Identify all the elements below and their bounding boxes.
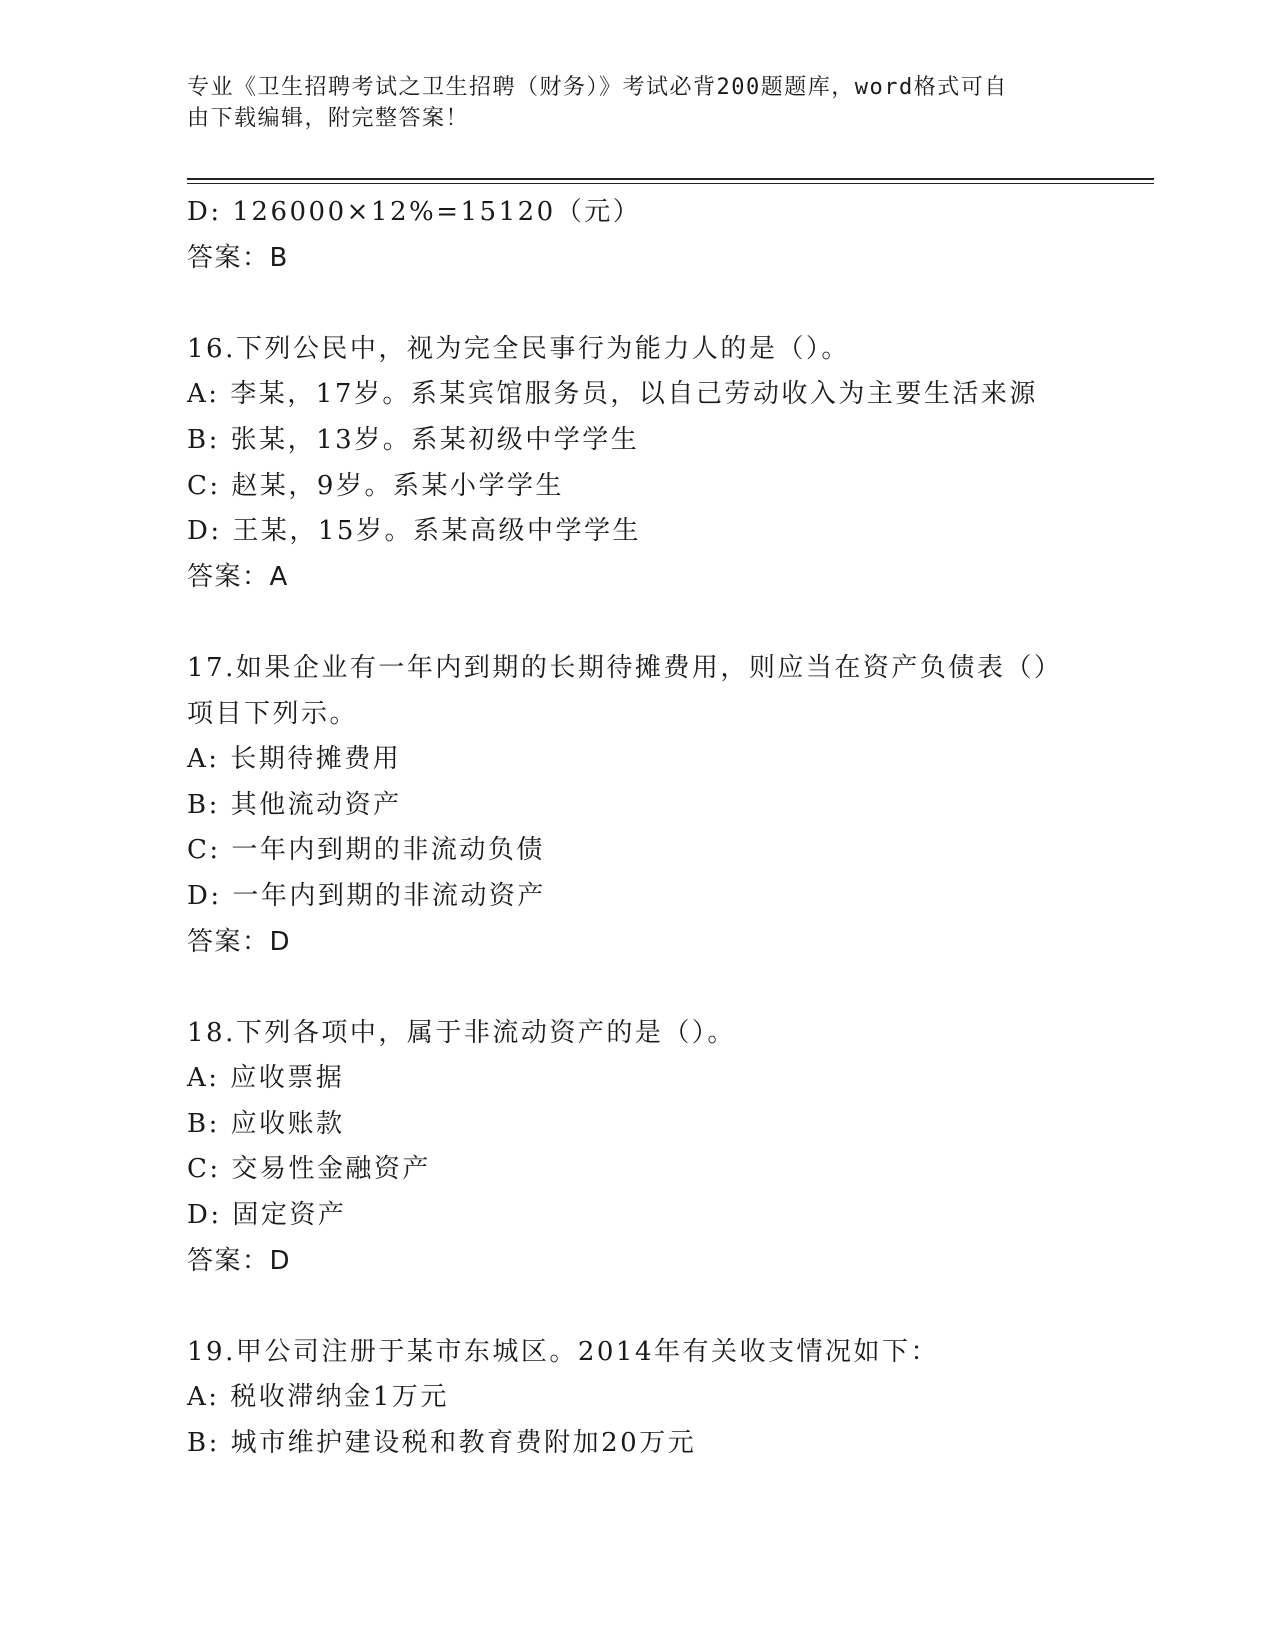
question-19: [187, 1330, 1127, 1467]
option-c: C: 一年内到期的非流动负债: [187, 835, 545, 866]
option-a: A: 应收票据: [187, 1063, 345, 1094]
question-17: [187, 646, 1127, 965]
question-stem: 16.下列公民中，视为完全民事行为能力人的是（）。: [187, 333, 850, 364]
question-stem-line-2: 项目下列示。: [187, 698, 359, 729]
option-b: B: 其他流动资产: [187, 789, 402, 820]
header-divider-thin: [187, 183, 1154, 184]
option-d: D: 王某，15岁。系某高级中学学生: [187, 516, 641, 547]
question-16: [187, 327, 1127, 601]
option-b: B: 应收账款: [187, 1108, 345, 1139]
question-stem: 18.下列各项中，属于非流动资产的是（）。: [187, 1017, 736, 1048]
answer: 答案：A: [187, 561, 289, 592]
prev-answer: 答案：B: [187, 242, 289, 273]
option-c: C: 赵某，9岁。系某小学学生: [187, 470, 564, 501]
header-line-1: 专业《卫生招聘考试之卫生招聘（财务）》考试必背200题题库，word格式可自: [187, 75, 1008, 100]
prev-option-d: D: 126000×12%=15120（元）: [187, 197, 642, 227]
spacer: [187, 1284, 1127, 1330]
option-d: D: 固定资产: [187, 1200, 347, 1231]
option-c: C: 交易性金融资产: [187, 1154, 431, 1185]
option-d: D: 一年内到期的非流动资产: [187, 880, 546, 911]
header-divider-thick: [187, 178, 1154, 180]
document-header: [187, 72, 1067, 134]
answer: 答案：D: [187, 1245, 292, 1276]
option-a: A: 税收滞纳金1万元: [187, 1382, 449, 1413]
question-18: [187, 1011, 1127, 1285]
spacer: [187, 965, 1127, 1011]
header-line-2: 由下载编辑，附完整答案！: [187, 106, 470, 131]
question-content: [187, 190, 1127, 1467]
option-b: B: 张某，13岁。系某初级中学学生: [187, 424, 640, 455]
option-b: B: 城市维护建设税和教育费附加20万元: [187, 1428, 697, 1459]
question-stem: 19.甲公司注册于某市东城区。2014年有关收支情况如下：: [187, 1336, 940, 1367]
answer: 答案：D: [187, 926, 292, 957]
spacer: [187, 600, 1127, 646]
option-a: A: 长期待摊费用: [187, 744, 402, 775]
question-stem-line-1: 17.如果企业有一年内到期的长期待摊费用，则应当在资产负债表（）: [187, 652, 1063, 683]
spacer: [187, 281, 1127, 327]
option-a: A: 李某，17岁。系某宾馆服务员，以自己劳动收入为主要生活来源: [187, 379, 1038, 410]
